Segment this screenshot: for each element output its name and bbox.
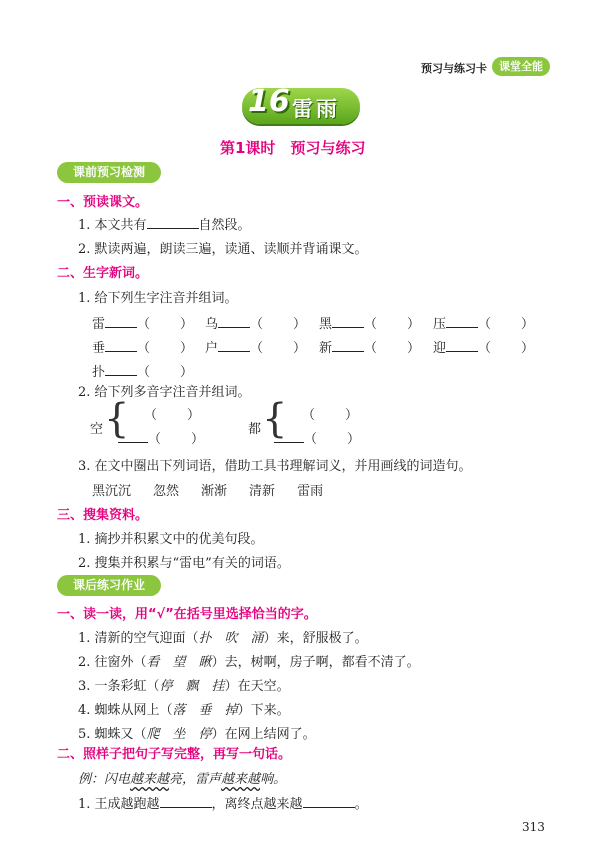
paren-left: （ — [137, 317, 151, 332]
brace: { — [104, 396, 130, 442]
question-sentence-1 — [78, 793, 368, 812]
paren-left: （ — [364, 341, 378, 356]
char: 新 — [319, 341, 333, 356]
paren-right: ） — [345, 408, 359, 423]
char-cell — [205, 313, 306, 332]
choice-item — [78, 627, 368, 646]
choice-item — [78, 651, 420, 670]
question-excerpt: 1. 摘抄并积累文中的优美句段。 — [78, 532, 264, 547]
poly-char-dou: 都 — [248, 422, 262, 437]
char: 乌 — [205, 317, 219, 332]
question-pinyin: 1. 给下列生字注音并组词。 — [78, 291, 238, 306]
answer-blank[interactable] — [446, 339, 478, 352]
paren-right: ） — [347, 432, 361, 447]
char: 黑 — [319, 317, 333, 332]
answer-blank[interactable] — [218, 315, 250, 328]
paren-left: （ — [137, 341, 151, 356]
item-options[interactable]: 爬 坐 停 — [146, 727, 212, 742]
answer-blank[interactable] — [274, 430, 304, 443]
answer-blank[interactable] — [105, 339, 137, 352]
paren-left: （ — [148, 432, 162, 447]
answer-blank[interactable] — [105, 315, 137, 328]
heading-collect: 三、搜集资料。 — [57, 508, 149, 523]
answer-blank[interactable] — [446, 315, 478, 328]
paren-right: ） — [180, 365, 194, 380]
example-sentence — [78, 768, 286, 787]
answer-blank[interactable] — [147, 216, 199, 229]
paren-left: （ — [302, 408, 316, 423]
vocab-word: 黑沉沉 — [92, 484, 132, 499]
answer-blank[interactable] — [218, 339, 250, 352]
item-options[interactable]: 停 飘 挂 — [159, 679, 225, 694]
item-pre: 2. 往窗外（ — [78, 655, 147, 670]
paren-right: ） — [407, 341, 421, 356]
heading-new-chars: 二、生字新词。 — [57, 266, 149, 281]
item-post: ）在天空。 — [224, 679, 290, 694]
choice-item — [78, 723, 316, 742]
lesson-title-banner — [242, 84, 360, 124]
item-pre: 5. 蜘蛛又（ — [78, 727, 147, 742]
item-post: ）下来。 — [237, 703, 290, 718]
header-text: 预习与练习卡 — [421, 62, 487, 75]
paren-right: ） — [180, 341, 194, 356]
char-cell — [433, 313, 534, 332]
paren-left: （ — [364, 317, 378, 332]
example-underlined: 越来越 — [221, 772, 261, 787]
char-cell — [92, 361, 193, 380]
vocab-word: 清新 — [249, 484, 276, 499]
paren-left: （ — [137, 365, 151, 380]
item-post: ）在网上结网了。 — [211, 727, 316, 742]
poly-paren — [118, 428, 204, 447]
vocab-word: 忽然 — [153, 484, 180, 499]
char: 户 — [205, 341, 219, 356]
paren-right: ） — [293, 341, 307, 356]
poly-char-kong: 空 — [90, 422, 104, 437]
vocab-word: 雷雨 — [297, 484, 324, 499]
char: 扑 — [92, 365, 106, 380]
paren-right: ） — [521, 341, 535, 356]
char: 迎 — [433, 341, 447, 356]
question-read-aloud: 2. 默读两遍，朗读三遍，读通、读顺并背诵课文。 — [78, 242, 368, 257]
paren-right: ） — [180, 317, 194, 332]
heading-preread: 一、预读课文。 — [57, 195, 149, 210]
heading-choose-char: 一、读一读，用“√”在括号里选择恰当的字。 — [57, 607, 317, 622]
lesson-name: 雷雨 — [292, 97, 340, 121]
item-options[interactable]: 扑 吹 涌 — [198, 631, 264, 646]
paren-left: （ — [250, 341, 264, 356]
paren-right: ） — [191, 432, 205, 447]
question-vocab: 3. 在文中圈出下列词语，借助工具书理解词义，并用画线的词造句。 — [78, 459, 472, 474]
vocab-word: 渐渐 — [201, 484, 228, 499]
char: 垂 — [92, 341, 106, 356]
paren-left: （ — [304, 432, 318, 447]
page-number: 313 — [522, 820, 545, 834]
example-text: 例：闪电 — [78, 772, 131, 787]
char-cell — [319, 337, 420, 356]
example-text: 响。 — [260, 772, 287, 787]
example-underlined: 越来越 — [130, 772, 170, 787]
answer-blank[interactable] — [303, 795, 355, 808]
q1-text-b: 自然段。 — [198, 218, 251, 233]
poly-paren — [144, 404, 200, 423]
item-pre: 1. 清新的空气迎面（ — [78, 631, 199, 646]
choice-item — [78, 699, 290, 718]
answer-blank[interactable] — [105, 363, 137, 376]
answer-blank[interactable] — [118, 430, 148, 443]
item-post: ）来，舒服极了。 — [263, 631, 368, 646]
item-pre: 3. 一条彩虹（ — [78, 679, 160, 694]
paren-right: ） — [187, 408, 201, 423]
paren-left: （ — [250, 317, 264, 332]
char-cell — [92, 313, 193, 332]
question-paragraph-count — [78, 214, 251, 233]
paren-right: ） — [407, 317, 421, 332]
paren-left: （ — [478, 341, 492, 356]
paren-right: ） — [293, 317, 307, 332]
vocab-list — [92, 480, 323, 499]
paren-left: （ — [144, 408, 158, 423]
char-cell — [92, 337, 193, 356]
heading-sentence: 二、照样子把句子写完整，再写一句话。 — [57, 747, 292, 762]
section-label-preview: 课前预习检测 — [57, 162, 161, 183]
header-badge: 课堂全能 — [492, 57, 550, 76]
char-cell — [319, 313, 420, 332]
char: 压 — [433, 317, 447, 332]
question-polyphonic: 2. 给下列多音字注音并组词。 — [78, 385, 251, 400]
answer-blank[interactable] — [332, 315, 364, 328]
brace: { — [262, 396, 288, 442]
answer-blank[interactable] — [160, 795, 212, 808]
item-post: ）去，树啊，房子啊，都看不清了。 — [211, 655, 420, 670]
char-cell — [433, 337, 534, 356]
section-label-homework: 课后练习作业 — [57, 575, 161, 596]
item-options[interactable]: 落 垂 掉 — [172, 703, 238, 718]
example-text: 亮，雷声 — [169, 772, 222, 787]
item-options[interactable]: 看 望 瞅 — [146, 655, 212, 670]
choice-item — [78, 675, 290, 694]
item-pre: 4. 蜘蛛从网上（ — [78, 703, 173, 718]
poly-paren — [274, 428, 360, 447]
paren-left: （ — [478, 317, 492, 332]
question-thunder-words: 2. 搜集并积累与“雷电”有关的词语。 — [78, 556, 290, 571]
lesson-subtitle: 第1课时 预习与练习 — [220, 139, 366, 157]
q8-text: 1. 王成越跑越 — [78, 797, 160, 812]
q8-text: ，离终点越来越 — [211, 797, 303, 812]
char: 雷 — [92, 317, 106, 332]
q8-text: 。 — [354, 797, 368, 812]
paren-right: ） — [521, 317, 535, 332]
lesson-number: 16 — [248, 84, 290, 119]
q1-text-a: 1. 本文共有 — [78, 218, 147, 233]
poly-paren — [302, 404, 358, 423]
char-cell — [205, 337, 306, 356]
answer-blank[interactable] — [332, 339, 364, 352]
